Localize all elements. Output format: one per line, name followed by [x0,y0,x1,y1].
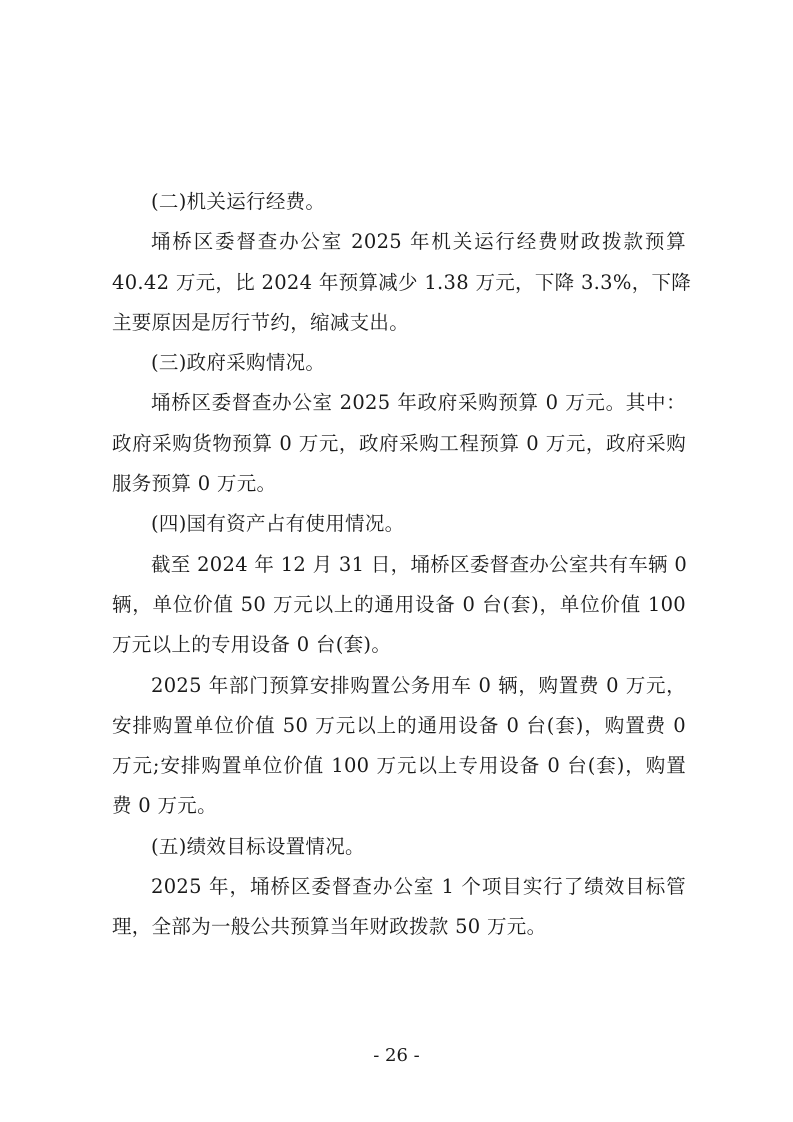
paragraph-procurement-line-1: 埇桥区委督查办公室 2025 年政府采购预算 0 万元。其中： [151,391,686,415]
paragraph-admin-expenses-line-2: 40.42 万元，比 2024 年预算减少 1.38 万元，下降 3.3%，下降 [112,270,692,294]
paragraph-performance-targets-line-1: 2025 年，埇桥区委督查办公室 1 个项目实行了绩效目标管 [151,875,686,899]
paragraph-procurement-line-3: 服务预算 0 万元。 [112,472,277,496]
paragraph-admin-expenses-line-3: 主要原因是厉行节约，缩减支出。 [112,310,410,334]
page-number: - 26 - [373,1045,420,1066]
heading-admin-expenses: (二)机关运行经费。 [151,190,326,213]
document-body [112,182,692,948]
paragraph-performance-targets-line-2: 理，全部为一般公共预算当年财政拨款 50 万元。 [112,915,547,939]
paragraph-state-assets-line-3: 万元以上的专用设备 0 台(套)。 [112,633,392,657]
paragraph-purchase-plan-line-3: 万元;安排购置单位价值 100 万元以上专用设备 0 台(套)，购置 [112,754,686,778]
heading-state-assets: (四)国有资产占有使用情况。 [151,512,405,536]
paragraph-purchase-plan-line-4: 费 0 万元。 [112,794,217,818]
paragraph-purchase-plan-line-1: 2025 年部门预算安排购置公务用车 0 辆，购置费 0 万元， [151,673,686,697]
paragraph-procurement-line-2: 政府采购货物预算 0 万元，政府采购工程预算 0 万元，政府采购 [112,431,686,455]
paragraph-admin-expenses-line-1: 埇桥区委督查办公室 2025 年机关运行经费财政拨款预算 [151,230,686,254]
paragraph-purchase-plan-line-2: 安排购置单位价值 50 万元以上的通用设备 0 台(套)，购置费 0 [112,713,686,737]
heading-procurement: (三)政府采购情况。 [151,351,326,375]
heading-performance-targets: (五)绩效目标设置情况。 [151,834,365,858]
paragraph-state-assets-line-2: 辆，单位价值 50 万元以上的通用设备 0 台(套)，单位价值 100 [112,592,686,616]
paragraph-state-assets-line-1: 截至 2024 年 12 月 31 日，埇桥区委督查办公室共有车辆 0 [151,552,688,576]
